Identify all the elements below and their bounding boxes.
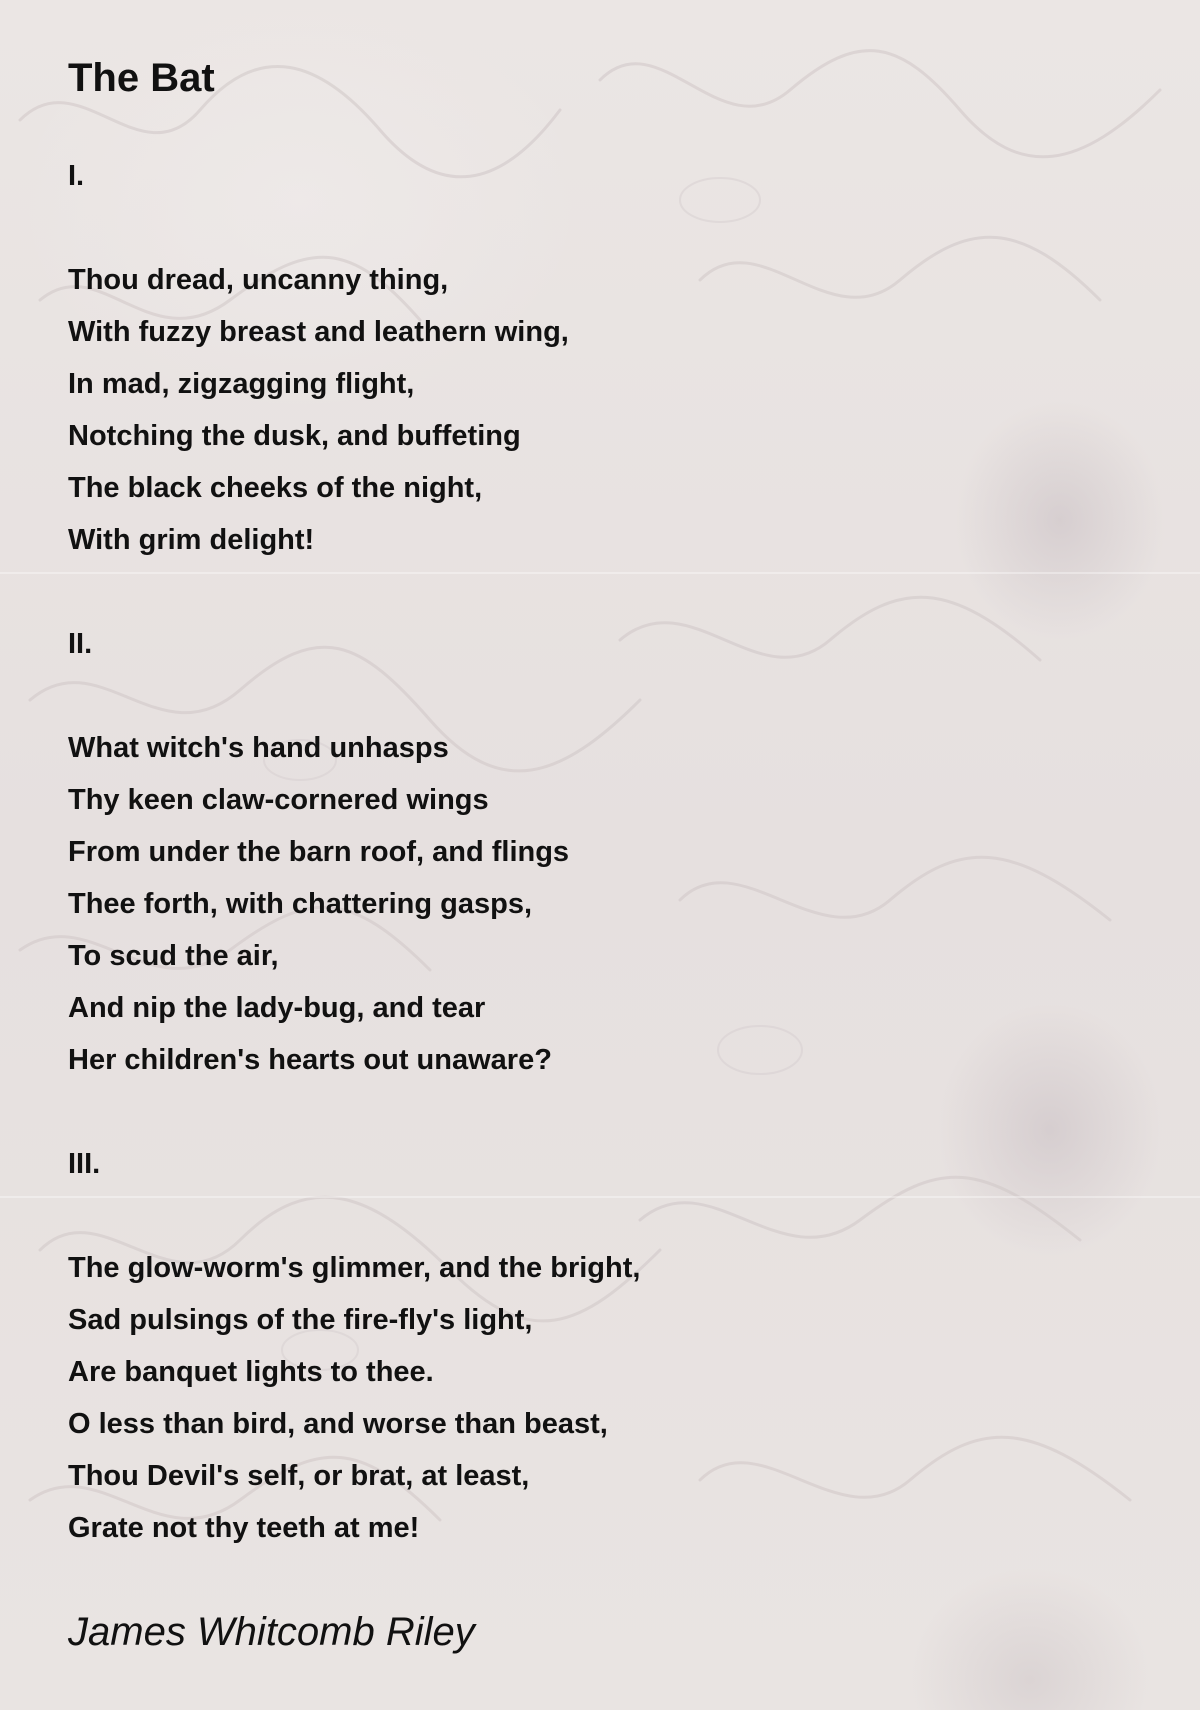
poem-line: Thou dread, uncanny thing, (68, 264, 449, 296)
poem-line: With grim delight! (68, 524, 315, 556)
poem-line: The black cheeks of the night, (68, 472, 483, 504)
stanza-number: I. (68, 160, 85, 192)
stanza-gap (68, 202, 968, 254)
stanza-number: III. (68, 1148, 101, 1180)
poem-line: What witch's hand unhasps (68, 732, 449, 764)
poem-line: Grate not thy teeth at me! (68, 1512, 420, 1544)
poem-line: To scud the air, (68, 940, 279, 972)
poem-line: Are banquet lights to thee. (68, 1356, 434, 1388)
stanza-number: II. (68, 628, 93, 660)
stanza-gap (68, 670, 968, 722)
poem-line: Thou Devil's self, or brat, at least, (68, 1460, 530, 1492)
poem-author: James Whitcomb Riley (68, 1610, 475, 1654)
poem-line: In mad, zigzagging flight, (68, 368, 415, 400)
stanza-gap (68, 1190, 968, 1242)
poem-title: The Bat (68, 56, 215, 100)
poem-line: Sad pulsings of the fire-fly's light, (68, 1304, 533, 1336)
poem-line: And nip the lady-bug, and tear (68, 992, 486, 1024)
stanza-gap (68, 1086, 968, 1138)
poem-line: Thy keen claw-cornered wings (68, 784, 489, 816)
poem-line: Her children's hearts out unaware? (68, 1044, 552, 1076)
poem-body (68, 150, 968, 1554)
poem-line: O less than bird, and worse than beast, (68, 1408, 608, 1440)
stanza-gap (68, 566, 968, 618)
poem-line: From under the barn roof, and flings (68, 836, 570, 868)
poem-line: Notching the dusk, and buffeting (68, 420, 521, 452)
poem-line: The glow-worm's glimmer, and the bright, (68, 1252, 641, 1284)
poem-line: With fuzzy breast and leathern wing, (68, 316, 569, 348)
poem-line: Thee forth, with chattering gasps, (68, 888, 533, 920)
